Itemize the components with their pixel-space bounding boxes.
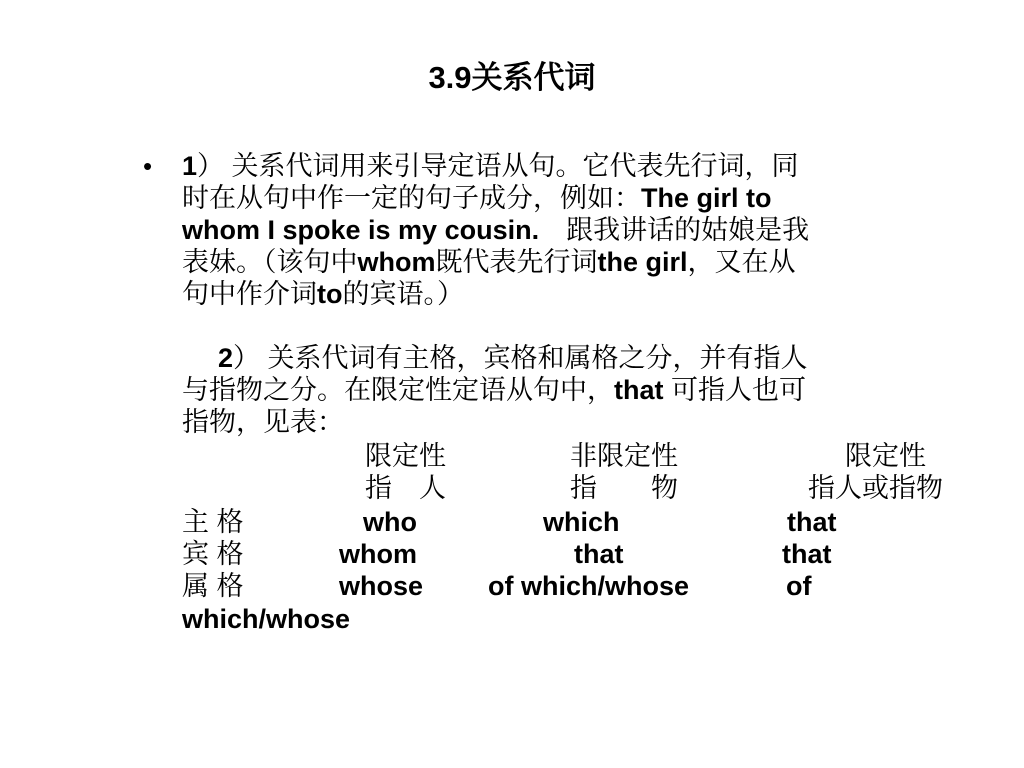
para1-line1-text: ） 关系代词用来引导定语从句。它代表先行词，同 [197, 151, 799, 181]
table-row-label: 主 格 [182, 507, 244, 537]
para2-line2 [182, 374, 806, 406]
table-row-label: 属 格 [182, 571, 244, 601]
para2-line2-c: 可指人也可 [663, 375, 807, 405]
para1-line4-a: 表妹。（该句中 [182, 247, 358, 277]
table-wrap-text: which/whose [182, 604, 351, 634]
para1-line2-en: The girl to [641, 183, 772, 213]
para1-line4-d: the girl [597, 247, 688, 277]
para1-line5-c: 的宾语。） [342, 279, 464, 309]
table-header-nonrestrictive: 非限定性 [570, 441, 678, 471]
para1-line5 [182, 278, 464, 310]
para2-line3: 指物，见表： [182, 407, 344, 437]
table-cell: which [543, 507, 620, 537]
para1-line2-cn: 时在从句中作一定的句子成分，例如： [182, 183, 641, 213]
title-text: 关系代词 [471, 60, 596, 95]
bullet-icon: • [143, 151, 153, 181]
para1-line3-en: whom I spoke is my cousin. [182, 215, 540, 245]
para1-number: 1 [182, 151, 198, 181]
table-cell: of which/whose [488, 571, 690, 601]
table-header-restrictive: 限定性 [365, 441, 446, 471]
slide-title [0, 58, 1024, 98]
para2-line2-a: 与指物之分。在限定性定语从句中， [182, 375, 614, 405]
para1-line5-b: to [317, 279, 343, 309]
para1-line4-b: whom [357, 247, 436, 277]
para1-line5-a: 句中作介词 [182, 279, 317, 309]
table-cell: whose [339, 571, 424, 601]
para1-line1 [182, 150, 799, 182]
table-subheader-person: 指 人 [365, 473, 446, 503]
title-number: 3.9 [428, 60, 472, 95]
para1-line4 [182, 246, 796, 278]
table-subheader-both: 指人或指物 [808, 473, 943, 503]
table-cell: that [787, 507, 837, 537]
table-cell: that [574, 539, 624, 569]
para1-line4-e: ，又在从 [687, 247, 796, 277]
para1-line2 [182, 182, 772, 214]
table-cell: that [782, 539, 832, 569]
table-header-restrictive-2: 限定性 [845, 441, 926, 471]
table-cell: who [363, 507, 417, 537]
table-row-label: 宾 格 [182, 539, 244, 569]
para1-line3-cn: 跟我讲话的姑娘是我 [539, 215, 810, 245]
table-cell: of [786, 571, 812, 601]
para1-line3 [182, 214, 809, 246]
table-subheader-thing: 指 物 [570, 473, 678, 503]
para2-line2-b: that [614, 375, 664, 405]
para2-line1-text: ） 关系代词有主格，宾格和属格之分，并有指人 [233, 343, 808, 373]
para2-number: 2 [218, 343, 234, 373]
para2-line1 [218, 342, 808, 374]
table-cell: whom [339, 539, 417, 569]
para1-line4-c: 既代表先行词 [435, 247, 598, 277]
